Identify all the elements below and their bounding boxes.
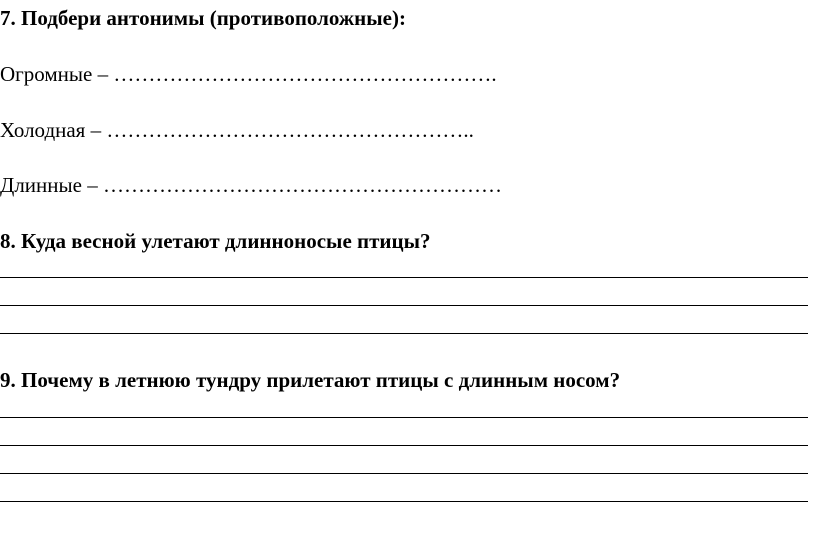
answer-line-q8-2 — [0, 305, 808, 306]
antonym-item-1: Огромные – ………………………………………………. — [0, 62, 497, 86]
question-9-title: 9. Почему в летнюю тундру прилетают птицы с длинным носом? — [0, 368, 621, 392]
antonym-item-2: Холодная – …………………………………………….. — [0, 118, 474, 142]
answer-line-q9-4 — [0, 501, 808, 502]
answer-line-q8-3 — [0, 333, 808, 334]
antonym-item-3: Длинные – ………………………………………………… — [0, 173, 502, 197]
answer-line-q8-1 — [0, 277, 808, 278]
question-7-title: 7. Подбери антонимы (противоположные): — [0, 6, 406, 30]
answer-line-q9-1 — [0, 417, 808, 418]
answer-line-q9-3 — [0, 473, 808, 474]
question-8-title: 8. Куда весной улетают длинноносые птицы? — [0, 229, 431, 253]
answer-line-q9-2 — [0, 445, 808, 446]
